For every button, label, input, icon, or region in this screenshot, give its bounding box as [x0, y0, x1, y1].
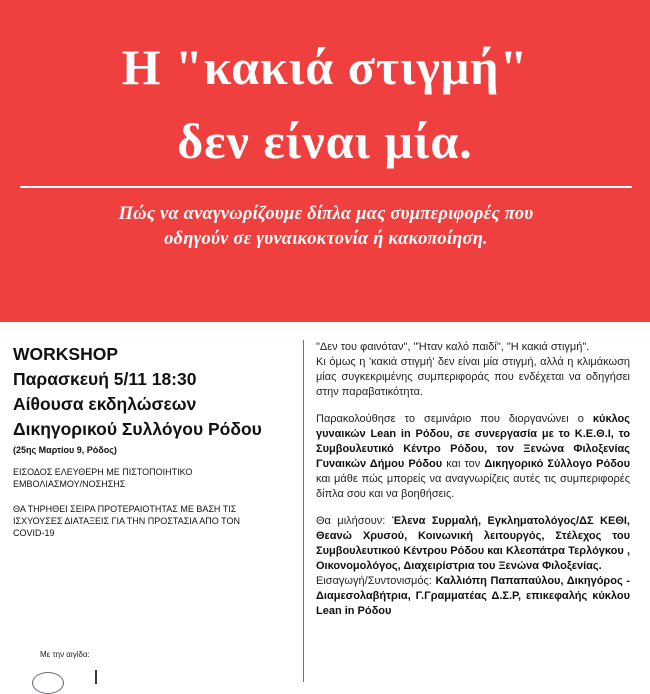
seminar-bar-association: Δικηγορικό Σύλλογο Ρόδου — [484, 458, 630, 470]
seminar-text-c: και τον — [442, 458, 485, 470]
entry-notice — [13, 466, 298, 490]
description-column — [303, 340, 630, 682]
venue-line-2: Δικηγορικού Συλλόγου Ρόδου — [13, 419, 262, 439]
venue-address: (25ης Μαρτίου 9, Ρόδος) — [13, 445, 117, 455]
event-details — [13, 342, 298, 539]
subtitle-line-1: Πώς να αναγνωρίζουμε δίπλα μας συμπεριφορές που — [118, 204, 534, 224]
seminar-paragraph — [316, 412, 630, 502]
title-line-1: Η "κακιά στιγμή" — [121, 39, 529, 95]
subtitle-line-2: οδηγούν σε γυναικοκτονία ή κακοποίηση. — [164, 229, 488, 249]
entry-line-2: ΕΜΒΟΛΙΑΣΜΟΥ/ΝΟΣΗΣΗΣ — [13, 479, 126, 489]
priority-notice — [13, 503, 298, 539]
coordination-label: Εισαγωγή/Συντονισμός: — [316, 575, 436, 587]
subtitle — [20, 202, 632, 252]
event-date: Παρασκευή 5/11 18:30 — [13, 369, 197, 389]
priority-line-1: ΘΑ ΤΗΡΗΘΕΙ ΣΕΙΡΑ ΠΡΟΤΕΡΑΙΟΤΗΤΑΣ ΜΕ ΒΑΣΗ ΤΙΣ — [13, 504, 237, 514]
venue-line-1: Αίθουσα εκδηλώσεων — [13, 394, 197, 414]
coordination-person: Καλλιόπη Παπαπαύλου, Δικηγόρος - Διαμεσολαβήτρια, Γ.Γραμματέας Δ.Σ.Ρ, επικεφαλής κύκλου Lean in Ρόδου — [316, 575, 630, 617]
coordination-paragraph — [316, 574, 630, 619]
title-banner — [0, 0, 650, 322]
seminar-organizers: κύκλος γυναικών Lean in Ρόδου, σε συνεργασία με το Κ.Ε.Θ.Ι, το Συμβουλευτικό Κέντρο Ρόδου, τον Ξενώνα Φιλοξενίας Γυναικών Δήμου Ρόδου — [316, 413, 630, 470]
speakers-label: Θα μιλήσουν: — [316, 515, 392, 527]
divider — [20, 186, 632, 188]
speakers-paragraph — [316, 514, 630, 574]
aegis-label: Με την αιγίδα: — [40, 650, 90, 659]
entry-line-1: ΕΙΣΟΔΟΣ ΕΛΕΥΘΕΡΗ ΜΕ ΠΙΣΤΟΠΟΙΗΤΙΚΟ — [13, 467, 193, 477]
priority-line-3: COVID-19 — [13, 528, 55, 538]
priority-line-2: ΙΣΧΥΟΥΣΕΣ ΔΙΑΤΑΞΕΙΣ ΓΙΑ ΤΗΝ ΠΡΟΣΤΑΣΙΑ ΑΠΟ ΤΟΝ — [13, 516, 240, 526]
quotes-paragraph: "Δεν του φαινόταν", "Ήταν καλό παιδί", "Η κακιά στιγμή". — [316, 341, 590, 353]
speakers-list: Έλενα Συρμαλή, Εγκληματολόγος/ΔΣ ΚΕΘΙ, Θεανώ Χρυσού, Κοινωνική λειτουργός, Στέλεχος του Συμβουλευτικού Κέντρου Ρόδου και Κλεοπάτρα Τερλόγκου , Οικονομολόγος, Διαχειρίστρια του Ξενώνα Φιλοξενίας. — [316, 515, 630, 572]
intro-paragraph: Κι όμως η 'κακιά στιγμή' δεν είναι μία στιγμή, αλλά η κλιμάκωση μίας συγκεκριμένης συμπεριφοράς που ενδέχεται να οδηγήσει στην παραβατικότητα. — [316, 356, 630, 398]
sponsor-logo — [32, 672, 64, 694]
seminar-text-e: και μάθε πώς μπορείς να αναγνωρίζεις αυτές τις συμπεριφορές δίπλα σου και να βοηθήσεις. — [316, 473, 630, 500]
seminar-text-a: Παρακολούθησε το σεμινάριο που διοργανώνει ο — [316, 413, 593, 425]
title-line-2: δεν είναι μία. — [177, 113, 473, 169]
event-type: WORKSHOP — [13, 344, 118, 364]
